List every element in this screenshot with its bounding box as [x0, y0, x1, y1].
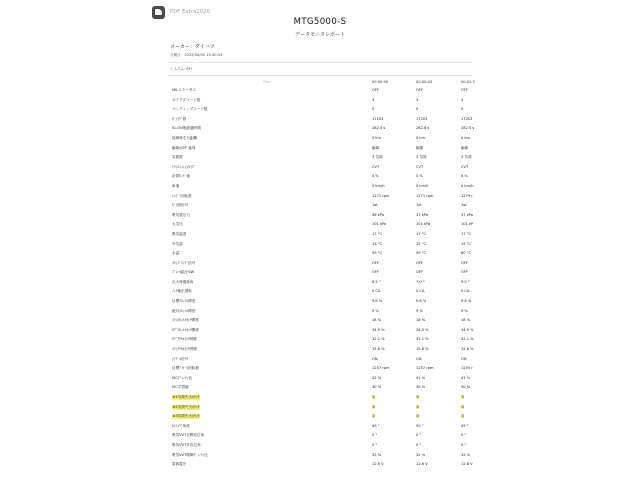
parameter-value: 0 CA: [372, 289, 381, 294]
parameter-name: #2気筒失火ｶｳﾝﾀ: [172, 404, 200, 409]
parameter-name: 大気圧: [172, 222, 183, 227]
parameter-name: 絶対ｽﾛｯﾄﾙ開度: [172, 308, 196, 313]
parameter-value: 32 %: [416, 452, 426, 457]
parameter-value: 1271 rpm: [416, 193, 434, 198]
parameter-value: 0: [461, 404, 464, 409]
time-column-header: 00:01:2: [461, 80, 475, 84]
parameter-value: 触媒: [461, 145, 469, 150]
parameter-value: 0 °: [461, 433, 467, 438]
parameter-value: CVT: [372, 164, 380, 169]
parameter-value: 9.8 %: [416, 299, 427, 304]
parameter-value: 0 km/h: [416, 183, 429, 188]
table-row: [170, 172, 472, 182]
divider: [168, 75, 472, 76]
parameter-value: 18 %: [416, 318, 426, 323]
table-row: [170, 220, 472, 230]
parameter-value: 30 %: [372, 385, 382, 390]
maker-label: メーカー：ダイハツ: [170, 44, 215, 50]
parameter-value: 50 °: [416, 423, 424, 428]
system-label: システム: EFI: [170, 67, 192, 71]
parameter-value: 9.0 °: [461, 279, 470, 284]
parameter-value: 1279 r: [461, 193, 473, 198]
table-label-header: Time: [263, 80, 272, 84]
parameter-value: CVT: [461, 164, 469, 169]
parameter-value: 15 °C: [461, 241, 472, 246]
parameter-value: 0: [372, 395, 375, 399]
parameter-name: ﾒｲﾝｱｸｾﾙｾﾝｻ開度: [172, 347, 198, 352]
parameter-value: 32.1 %: [372, 337, 385, 342]
parameter-value: 282.5 s: [461, 126, 475, 131]
parameter-value: OFF: [372, 88, 379, 92]
parameter-name: ISC学習値: [172, 385, 189, 390]
parameter-value: 0 °: [461, 442, 467, 447]
parameter-value: 9 %: [416, 308, 423, 313]
parameter-name: ISCﾃﾞｭｰﾃｨ比: [172, 375, 193, 380]
parameter-name: ｽﾀｯﾌﾞﾗﾝﾌﾟ信号: [172, 260, 196, 265]
parameter-value: 41 %: [461, 375, 471, 380]
parameter-value: 59 °C: [372, 251, 383, 256]
parameter-name: 車速: [172, 183, 180, 188]
parameter-name: 点火時期進角: [172, 279, 194, 284]
inspection-datetime: 点検日：2025/04/05 15:40:43: [170, 53, 223, 57]
parameter-value: 1257 rpm: [372, 366, 390, 371]
parameter-value: 0: [461, 107, 464, 112]
parameter-value: 0: [416, 414, 419, 419]
table-row: [170, 86, 472, 96]
parameter-name: ﾉｯｸ補正遅角: [172, 289, 192, 294]
parameter-value: 0: [372, 404, 375, 409]
parameter-value: 9.8 %: [461, 299, 472, 304]
divider: [168, 62, 472, 63]
parameter-value: 17 °C: [461, 231, 472, 236]
parameter-name: ｱｲﾄﾞﾙ信号: [172, 356, 189, 361]
parameter-value: 32 %: [461, 452, 471, 457]
parameter-value: ON: [461, 356, 467, 361]
parameter-value: 4 %: [461, 174, 468, 179]
table-row: [170, 249, 472, 259]
table-row: [170, 124, 475, 134]
parameter-value: 1257 rpm: [416, 366, 434, 371]
parameter-name: ｷﾞｱ段信号: [172, 203, 189, 208]
parameter-value: 37 kPa: [416, 212, 429, 217]
parameter-value: 0 km: [372, 135, 382, 140]
parameter-value: 15.8 %: [461, 347, 474, 352]
table-row: [170, 153, 472, 163]
parameter-value: 0: [416, 404, 419, 409]
parameter-value: OFF: [461, 270, 468, 275]
parameter-name: 電源電圧: [172, 462, 187, 467]
parameter-name: ﾀﾞｲｱｸﾞ数: [172, 116, 187, 121]
parameter-value: 32 %: [372, 452, 382, 457]
parameter-value: 3: [416, 97, 419, 102]
parameter-name: ﾄﾗﾝｽﾐｯｼｮﾝﾀｲﾌﾟ: [172, 164, 196, 169]
parameter-value: 0 km/h: [461, 183, 474, 188]
parameter-value: 3: [372, 97, 375, 102]
parameter-value: 32.1 %: [461, 337, 474, 342]
parameter-value: 0: [416, 107, 419, 112]
parameter-value: 37 kPa: [461, 212, 474, 217]
table-row: [170, 201, 472, 211]
table-row: [170, 451, 472, 461]
table-row: [170, 441, 472, 451]
parameter-value: 4 %: [372, 174, 379, 179]
parameter-name: IG-ON後経過時間: [172, 126, 201, 131]
table-row: [170, 268, 472, 278]
table-row: [170, 393, 472, 403]
table-row: [170, 335, 472, 345]
parameter-value: 9 %: [461, 308, 468, 313]
parameter-value: 0: [372, 414, 375, 419]
parameter-value: 101 kPa: [372, 222, 387, 227]
parameter-value: OFF: [416, 260, 423, 265]
parameter-value: ON: [372, 356, 378, 361]
parameter-value: 15.8 %: [372, 347, 385, 352]
parameter-value: 32.1 %: [416, 337, 429, 342]
parameter-value: 0 °: [372, 433, 378, 438]
parameter-value: 17 °C: [372, 231, 383, 236]
parameter-value: 触媒: [416, 145, 424, 150]
parameter-value: 17 °C: [416, 231, 427, 236]
parameter-name: 吸気管圧力: [172, 212, 190, 217]
parameter-name: 目標ｽﾛｯﾄﾙ開度: [172, 299, 196, 304]
parameter-name: #1気筒失火ｶｳﾝﾀ: [172, 395, 200, 399]
table-row: [170, 144, 472, 154]
parameter-value: 34.5 %: [461, 327, 474, 332]
parameter-name: MILステータス: [172, 88, 197, 92]
table-row: [170, 259, 472, 269]
table-row: [170, 364, 472, 374]
parameter-value: 9 %: [372, 308, 379, 313]
parameter-value: CVT: [416, 164, 424, 169]
parameter-value: 17203: [372, 116, 384, 121]
parameter-name: #3気筒失火ｶｳﾝﾀ: [172, 414, 200, 419]
parameter-value: 30 %: [416, 385, 426, 390]
parameter-value: 0: [461, 395, 464, 399]
table-row: [170, 316, 472, 326]
parameter-value: 18 %: [372, 318, 382, 323]
parameter-value: 3 気筒: [372, 155, 383, 160]
parameter-name: 吸気VVT制御ﾃﾞｭｰﾃｨ比: [172, 452, 208, 457]
parameter-value: 0 °: [372, 442, 378, 447]
table-row: [170, 412, 472, 422]
table-row: [170, 240, 472, 250]
parameter-value: 101 kPa: [416, 222, 431, 227]
parameter-value: ON: [416, 356, 422, 361]
parameter-value: 282.5 s: [372, 126, 386, 131]
table-row: [170, 230, 472, 240]
document-title: MTG5000-S: [293, 17, 347, 27]
table-row: [170, 307, 472, 317]
parameter-value: OFF: [461, 260, 468, 265]
parameter-value: 9.8 %: [372, 299, 383, 304]
parameter-value: 1271 rpm: [372, 193, 390, 198]
parameter-value: 0 CA: [416, 289, 425, 294]
parameter-value: 282.8 s: [416, 126, 430, 131]
parameter-value: 3: [461, 97, 464, 102]
parameter-value: 1st: [372, 203, 378, 208]
parameter-value: 0 km: [416, 135, 426, 140]
parameter-value: 3 気筒: [461, 155, 472, 160]
table-row: [170, 403, 472, 413]
parameter-name: 触媒ｶﾀﾛｸﾞ識別: [172, 145, 196, 150]
parameter-value: 8.5 °: [372, 279, 381, 284]
parameter-value: 0 km: [461, 135, 471, 140]
table-row: [170, 211, 472, 221]
parameter-value: OFF: [461, 88, 468, 92]
parameter-value: 3 気筒: [416, 155, 427, 160]
parameter-value: 41 %: [416, 375, 426, 380]
parameter-value: 17203: [461, 116, 473, 121]
table-row: [170, 345, 472, 355]
parameter-value: 42 %: [372, 375, 382, 380]
parameter-name: ｻﾌﾞｱｸｾﾙｾﾝｻ開度: [172, 337, 198, 342]
parameter-value: OFF: [372, 270, 379, 275]
table-row: [170, 431, 472, 441]
table-row: [170, 278, 472, 288]
parameter-name: ダイアグコード数: [172, 97, 201, 102]
table-row: [170, 374, 472, 384]
table-row: [170, 422, 472, 432]
parameter-value: 0 °: [416, 433, 422, 438]
app-name: PDF Extra2020: [170, 9, 210, 15]
parameter-value: 0: [372, 107, 375, 112]
parameter-name: ペンディングコード数: [172, 107, 208, 112]
parameter-value: 12.8 V: [461, 462, 473, 467]
table-row: [170, 182, 472, 192]
parameter-value: 60 °C: [461, 251, 472, 256]
parameter-value: 0 °: [416, 442, 422, 447]
parameter-value: 36 kPa: [372, 212, 385, 217]
table-row: [170, 326, 472, 336]
data-table: [170, 86, 475, 470]
parameter-value: 17203: [416, 116, 428, 121]
parameter-value: 0: [461, 414, 464, 419]
parameter-name: 計算ﾛｰﾄﾞ値: [172, 174, 190, 179]
parameter-value: 30 %: [461, 385, 471, 390]
parameter-value: 1st: [461, 203, 467, 208]
parameter-value: 15 °C: [372, 241, 383, 246]
parameter-value: 12.6 V: [416, 462, 428, 467]
parameter-name: 気筒数: [172, 155, 183, 160]
parameter-name: 水温: [172, 251, 180, 256]
parameter-value: OFF: [416, 88, 423, 92]
parameter-name: ｻﾌﾞｽﾛｯﾄﾙｾﾝｻ開度: [172, 327, 199, 332]
parameter-name: 吸気VVT目標変位角: [172, 433, 205, 438]
parameter-value: 49 °: [461, 423, 469, 428]
parameter-value: 4 %: [416, 174, 423, 179]
parameter-value: 49 °: [372, 423, 380, 428]
parameter-value: 15 °C: [416, 241, 427, 246]
parameter-value: 59 °C: [416, 251, 427, 256]
parameter-name: 故障時走行距離: [172, 135, 198, 140]
time-column-header: 00:00:03: [416, 80, 433, 84]
parameter-name: 吸気VVT実変位角: [172, 442, 201, 447]
parameter-name: 吸気温度: [172, 231, 187, 236]
parameter-value: 0 km/h: [372, 183, 385, 188]
document-subtitle: データモニタレポート: [294, 32, 345, 38]
table-row: [170, 163, 472, 173]
parameter-value: 34.5 %: [372, 327, 385, 332]
parameter-value: 1st: [416, 203, 422, 208]
parameter-value: 触媒: [372, 145, 380, 150]
parameter-value: 12.5 V: [372, 462, 384, 467]
parameter-value: 34.5 %: [416, 327, 429, 332]
parameter-value: OFF: [372, 260, 379, 265]
parameter-name: ｴﾝｼﾞﾝ回転数: [172, 193, 192, 198]
parameter-name: 目標ｱｲﾄﾞﾙ回転数: [172, 366, 199, 371]
parameter-value: 18 %: [461, 318, 471, 323]
parameter-value: OFF: [416, 270, 423, 275]
table-row: [170, 287, 472, 297]
parameter-value: 0 CA: [461, 289, 470, 294]
parameter-name: 外気温: [172, 241, 183, 246]
parameter-value: 1255 r: [461, 366, 473, 371]
table-row: [170, 192, 472, 202]
table-row: [170, 134, 472, 144]
parameter-value: 0: [416, 395, 419, 399]
parameter-name: ﾒｲﾝｽﾛｯﾄﾙｾﾝｻ開度: [172, 318, 199, 323]
parameter-value: 15.8 %: [416, 347, 429, 352]
parameter-value: 101 kP: [461, 222, 474, 227]
parameter-value: 7.0 °: [416, 279, 425, 284]
table-row: [170, 297, 472, 307]
table-row: [170, 355, 472, 365]
table-row: [170, 460, 472, 470]
table-row: [170, 115, 472, 125]
table-row: [170, 96, 472, 106]
time-column-header: 00:00:00: [372, 80, 389, 84]
parameter-name: ﾀｲﾐﾝｸﾞ角度: [172, 423, 190, 428]
table-row: [170, 383, 472, 393]
parameter-name: ﾌﾞﾚｰｷ踏圧SW: [172, 270, 195, 275]
table-row: [170, 105, 472, 115]
